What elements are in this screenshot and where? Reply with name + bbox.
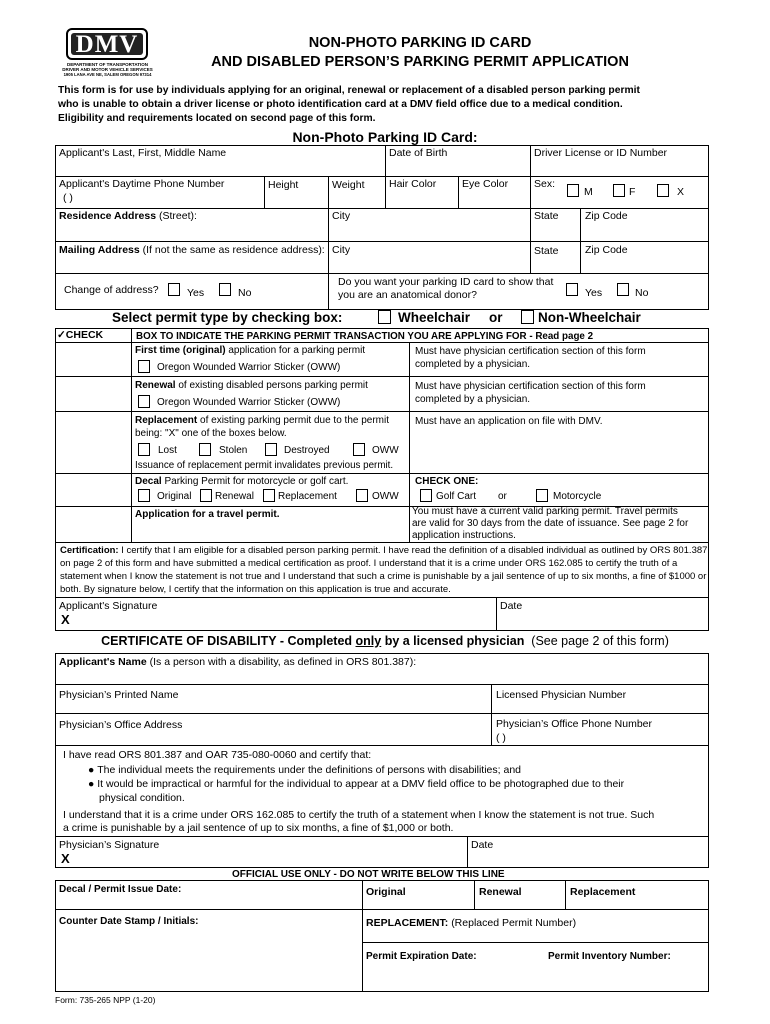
- donor-yes: Yes: [585, 287, 603, 299]
- change-address-label: Change of address?: [64, 284, 159, 296]
- physician-office-address-field[interactable]: Physician’s Office Address: [59, 719, 183, 731]
- decal-original-checkbox[interactable]: [138, 489, 150, 502]
- oww-renewal-checkbox[interactable]: [138, 395, 150, 408]
- expiration-date-field: Permit Expiration Date:: [366, 951, 477, 962]
- oww-replacement-checkbox[interactable]: [353, 443, 365, 456]
- permit-or: or: [489, 310, 503, 325]
- transaction-header: BOX TO INDICATE THE PARKING PERMIT TRANSACTION YOU ARE APPLYING FOR - Read page 2: [136, 331, 594, 342]
- travel-req-2: are valid for 30 days from the date of issuance. See page 2 for: [412, 518, 689, 529]
- motorcycle-checkbox[interactable]: [536, 489, 548, 502]
- applicant-date-field[interactable]: Date: [500, 600, 523, 612]
- oww-first-label: Oregon Wounded Warrior Sticker (OWW): [157, 362, 341, 373]
- physician-phone-paren: ( ): [496, 732, 506, 744]
- height-field[interactable]: Height: [268, 179, 299, 191]
- renewal-req-1: Must have physician certification section of this form: [415, 381, 646, 392]
- logo-sub-1: DEPARTMENT OF TRANSPORTATION: [67, 62, 148, 67]
- phone-paren: ( ): [63, 192, 73, 204]
- form-number: Form: 735-265 NPP (1-20): [55, 995, 156, 1005]
- mailing-label: Mailing Address: [59, 244, 140, 256]
- cert-label: Certification:: [60, 545, 119, 556]
- golf-or: or: [498, 491, 507, 502]
- bullet-2: [88, 778, 624, 790]
- physician-applicant-bold: Applicant's Name: [59, 656, 147, 668]
- state-field-1[interactable]: State: [534, 210, 559, 222]
- cert-text-1: I certify that I am eligible for a disabled person parking permit. I have read the definition of a disabled individual as outlined by ORS 801.387: [121, 545, 708, 556]
- donor-no: No: [635, 287, 649, 299]
- official-replacement: Replacement: [570, 886, 636, 898]
- renewal-req-2: completed by a physician.: [415, 394, 531, 405]
- logo-sub-3: 1905 LANA AVE NE, SALEM OREGON 97314: [63, 72, 152, 77]
- wheelchair-label: Wheelchair: [398, 310, 471, 325]
- bullet-2-text: It would be impractical or harmful for the individual to appear at a DMV field office to be photographed due to their: [97, 778, 625, 790]
- residence-rest: (Street):: [159, 210, 197, 222]
- golf-cart-label: Golf Cart: [436, 491, 477, 502]
- mailing-rest: (If not the same as residence address):: [142, 244, 325, 256]
- section-title-non-photo: Non-Photo Parking ID Card:: [292, 129, 478, 145]
- cert-line-4: both. By signature below, I certify that the information on this application is true and accurate.: [60, 584, 451, 595]
- decal-oww-label: OWW: [372, 491, 399, 502]
- intro-line-2: who is unable to obtain a driver license or photo identification card at a DMV field office due to a medical condition.: [58, 99, 623, 110]
- renewal-rest: of existing disabled persons parking permit: [178, 380, 368, 391]
- physician-applicant-name-field[interactable]: [59, 656, 416, 668]
- intro-line-1: This form is for use by individuals applying for an original, renewal or replacement of a disabled person parking permit: [58, 85, 640, 96]
- donor-question-2: you are an anatomical donor?: [338, 289, 477, 301]
- zip-field-1[interactable]: Zip Code: [585, 210, 628, 222]
- decal-renewal-checkbox[interactable]: [200, 489, 212, 502]
- travel-req-1: You must have a current valid parking permit. Travel permits: [412, 506, 678, 517]
- donor-no-checkbox[interactable]: [617, 283, 629, 296]
- check-one-label: CHECK ONE:: [415, 476, 479, 487]
- replacement-label: [135, 415, 389, 426]
- first-time-label: [135, 345, 365, 356]
- stolen-label: Stolen: [219, 445, 248, 456]
- first-time-rest: application for a parking permit: [228, 345, 366, 356]
- residence-label: Residence Address: [59, 210, 157, 222]
- physician-signature-x: X: [61, 851, 70, 866]
- bullet-1: [88, 764, 521, 776]
- sex-f-label: F: [629, 186, 636, 198]
- title-line-2: AND DISABLED PERSON’S PARKING PERMIT APPLICATION: [211, 54, 629, 70]
- physician-license-field[interactable]: Licensed Physician Number: [496, 689, 627, 701]
- oww-first-checkbox[interactable]: [138, 360, 150, 373]
- stolen-checkbox[interactable]: [199, 443, 211, 456]
- disability-heading-only: only: [355, 634, 382, 648]
- applicant-signature-x: X: [61, 612, 70, 627]
- decal-label: [135, 476, 348, 487]
- sex-m-label: M: [584, 186, 593, 198]
- oww-replacement-label: OWW: [372, 445, 399, 456]
- city-field-2[interactable]: City: [332, 244, 351, 256]
- lost-label: Lost: [158, 445, 177, 456]
- golf-cart-checkbox[interactable]: [420, 489, 432, 502]
- decal-oww-checkbox[interactable]: [356, 489, 368, 502]
- disability-heading-bold: CERTIFICATE OF DISABILITY - Completed: [101, 634, 356, 648]
- sex-x-checkbox[interactable]: [657, 184, 669, 197]
- city-field-1[interactable]: City: [332, 210, 351, 222]
- name-field[interactable]: Applicant's Last, First, Middle Name: [59, 147, 227, 159]
- donor-yes-checkbox[interactable]: [566, 283, 578, 296]
- non-wheelchair-checkbox[interactable]: [521, 310, 534, 324]
- replaced-permit-field: [366, 917, 576, 929]
- dmv-logo-mark: [66, 28, 148, 60]
- check-column-header: ✓CHECK: [57, 329, 104, 341]
- decal-bold: Decal: [135, 476, 162, 487]
- crime-line-2: a crime is punishable by a jail sentence of up to six months, a fine of $1,000 or both.: [63, 822, 454, 834]
- state-field-2[interactable]: State: [534, 245, 559, 257]
- donor-question-1: Do you want your parking ID card to show that: [338, 276, 554, 288]
- non-wheelchair-label: Non-Wheelchair: [538, 310, 641, 325]
- invalidates-note: Issuance of replacement permit invalidates previous permit.: [135, 460, 394, 471]
- wheelchair-checkbox[interactable]: [378, 310, 391, 324]
- zip-field-2[interactable]: Zip Code: [585, 244, 628, 256]
- bullet-2-cont: physical condition.: [99, 792, 185, 804]
- permit-type-heading: Select permit type by checking box:: [112, 310, 343, 325]
- dmv-logo: [60, 28, 155, 76]
- decal-replacement-checkbox[interactable]: [263, 489, 275, 502]
- hair-field[interactable]: Hair Color: [389, 178, 437, 190]
- bullet-dot-2: ●: [88, 778, 98, 790]
- decal-replacement-label: Replacement: [278, 491, 337, 502]
- official-use-heading: OFFICIAL USE ONLY - DO NOT WRITE BELOW THIS LINE: [232, 869, 505, 880]
- on-file-req: Must have an application on file with DMV.: [415, 416, 603, 427]
- decal-renewal-label: Renewal: [215, 491, 254, 502]
- travel-req-3: application instructions.: [412, 530, 516, 541]
- disability-heading-rest: (See page 2 of this form): [531, 634, 669, 648]
- eye-field[interactable]: Eye Color: [462, 178, 509, 190]
- dob-field[interactable]: Date of Birth: [389, 147, 448, 159]
- dmv-logo-text: DMV: [75, 31, 139, 58]
- sex-label: Sex:: [534, 178, 556, 190]
- renewal-bold: Renewal: [135, 380, 176, 391]
- physician-signature-field[interactable]: Physician’s Signature: [59, 839, 160, 851]
- cert-line-3: statement when I know the statement is not true and I understand that such a crime is punishable by a jail sentence of up to six months, a fine of $1000 or: [60, 571, 707, 582]
- applicant-signature-field[interactable]: Applicant's Signature: [59, 600, 158, 612]
- disability-heading-bold-2: by a licensed physician: [381, 634, 525, 648]
- mailing-field[interactable]: [59, 244, 325, 256]
- destroyed-checkbox[interactable]: [265, 443, 277, 456]
- sex-m-checkbox[interactable]: [567, 184, 579, 197]
- official-renewal: Renewal: [479, 886, 522, 898]
- crime-line-1: I understand that it is a crime under ORS 162.085 to certify the truth of a statement when I know the statement is not true. Such: [63, 809, 655, 821]
- change-address-no: No: [238, 287, 252, 299]
- residence-field[interactable]: [59, 210, 197, 222]
- counter-stamp-field: Counter Date Stamp / Initials:: [59, 916, 199, 927]
- replacement-bold: Replacement: [135, 415, 198, 426]
- license-field[interactable]: Driver License or ID Number: [534, 147, 668, 159]
- bullet-1-text: The individual meets the requirements under the definitions of persons with disabilities; and: [97, 764, 522, 776]
- weight-field[interactable]: Weight: [332, 179, 365, 191]
- destroyed-label: Destroyed: [284, 445, 330, 456]
- replaced-permit-bold: REPLACEMENT:: [366, 917, 449, 929]
- physician-date-field[interactable]: Date: [471, 839, 494, 851]
- bullet-dot-1: ●: [88, 764, 98, 776]
- physician-applicant-rest: (Is a person with a disability, as defined in ORS 801.387):: [149, 656, 417, 668]
- first-time-req-1: Must have physician certification section of this form: [415, 346, 646, 357]
- official-original: Original: [366, 886, 406, 898]
- sex-x-label: X: [677, 186, 685, 198]
- lost-checkbox[interactable]: [138, 443, 150, 456]
- replacement-line-2: being: "X" one of the boxes below.: [135, 428, 287, 439]
- sex-f-checkbox[interactable]: [613, 184, 625, 197]
- disability-heading: [0, 634, 770, 648]
- change-address-yes: Yes: [187, 287, 205, 299]
- decal-rest: Parking Permit for motorcycle or golf cart.: [164, 476, 349, 487]
- change-address-no-checkbox[interactable]: [219, 283, 231, 296]
- travel-label: Application for a travel permit.: [135, 509, 280, 520]
- inventory-number-field: Permit Inventory Number:: [548, 951, 671, 962]
- oww-renewal-label: Oregon Wounded Warrior Sticker (OWW): [157, 397, 341, 408]
- first-time-bold: First time (original): [135, 345, 226, 356]
- phone-field[interactable]: Applicant's Daytime Phone Number: [59, 178, 225, 190]
- change-address-yes-checkbox[interactable]: [168, 283, 180, 296]
- cert-line-1: [60, 545, 707, 556]
- physician-printed-name-field[interactable]: Physician’s Printed Name: [59, 689, 179, 701]
- intro-line-3: Eligibility and requirements located on second page of this form.: [58, 113, 376, 124]
- decal-original-label: Original: [157, 491, 192, 502]
- replaced-permit-rest: (Replaced Permit Number): [451, 917, 577, 929]
- first-time-req-2: completed by a physician.: [415, 359, 531, 370]
- replacement-rest: of existing parking permit due to the permit: [200, 415, 390, 426]
- logo-sub-2: DRIVER AND MOTOR VEHICLE SERVICES: [62, 67, 153, 72]
- renewal-label: [135, 380, 368, 391]
- decal-issue-date-field: Decal / Permit Issue Date:: [59, 884, 182, 895]
- motorcycle-label: Motorcycle: [553, 491, 602, 502]
- physician-read-statement: I have read ORS 801.387 and OAR 735-080-0060 and certify that:: [63, 749, 372, 761]
- physician-office-phone-field[interactable]: Physician’s Office Phone Number: [496, 718, 653, 730]
- title-line-1: NON-PHOTO PARKING ID CARD: [308, 35, 532, 51]
- cert-line-2: on page 2 of this form and have submitted a medical certification as proof. I understand that it is a crime under ORS 162.085 to certify the truth of a: [60, 558, 678, 569]
